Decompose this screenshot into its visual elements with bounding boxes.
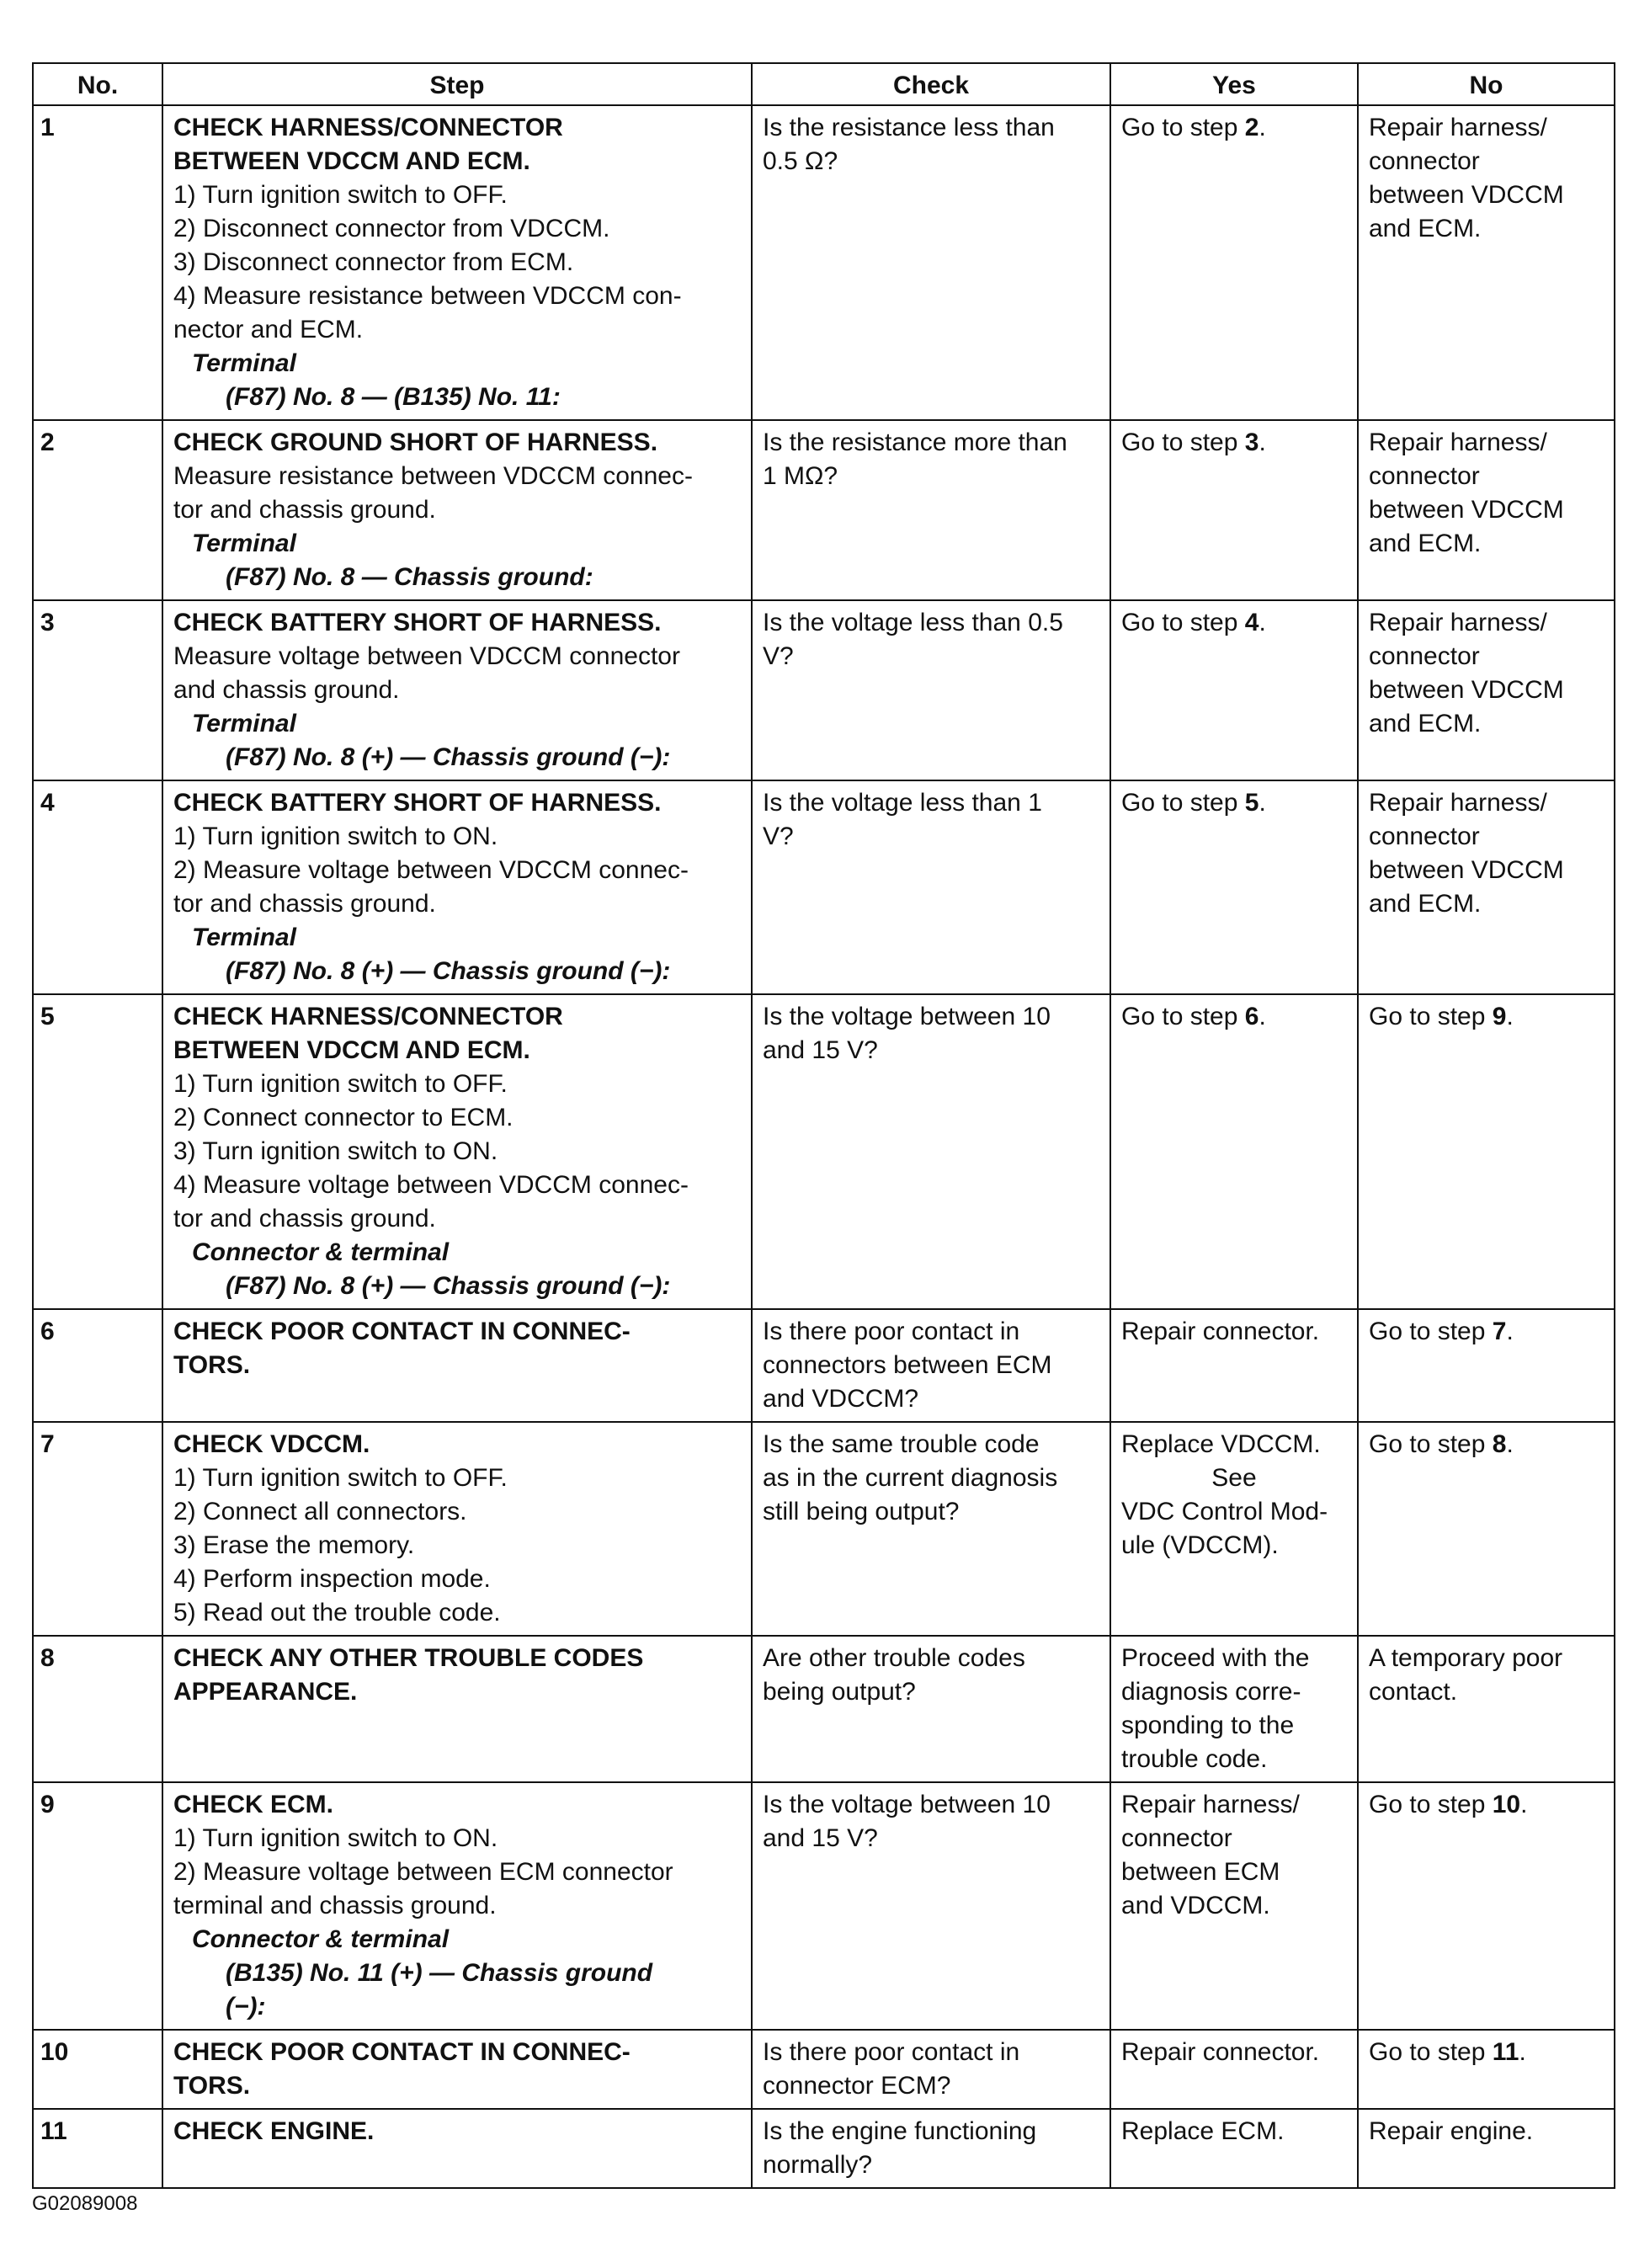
step-instruction: 2) Measure voltage between ECM connector — [173, 1858, 673, 1886]
check-question: Is the engine functioning — [763, 2117, 1037, 2145]
check-question: normally? — [763, 2151, 873, 2179]
step-title: TORS. — [173, 2072, 251, 2100]
header-check: Check — [752, 63, 1110, 105]
no-action: and ECM. — [1369, 215, 1482, 242]
no-action: between VDCCM — [1369, 496, 1564, 524]
step-instruction: 2) Measure voltage between VDCCM connec- — [173, 856, 689, 884]
yes-action: connector — [1121, 1824, 1232, 1852]
no-cell — [1358, 1636, 1615, 1782]
terminal-value: (F87) No. 8 — Chassis ground: — [226, 563, 593, 591]
step-instruction: terminal and chassis ground. — [173, 1892, 497, 1919]
check-question: 0.5 Ω? — [763, 147, 838, 175]
check-question: Is the voltage less than 1 — [763, 789, 1042, 817]
diagnostic-table — [32, 62, 1615, 2189]
check-question: Are other trouble codes — [763, 1644, 1025, 1672]
yes-action-text: Go to step — [1121, 609, 1245, 636]
no-action: connector — [1369, 823, 1480, 850]
step-instruction: Measure resistance between VDCCM connec- — [173, 462, 693, 490]
step-instruction: 2) Disconnect connector from VDCCM. — [173, 215, 610, 242]
check-question: and 15 V? — [763, 1036, 878, 1064]
step-number: 4 — [33, 780, 162, 994]
step-cell — [162, 600, 752, 780]
check-question: Is there poor contact in — [763, 1318, 1020, 1345]
table-row — [33, 2109, 1615, 2188]
step-title: CHECK POOR CONTACT IN CONNEC- — [173, 1318, 631, 1345]
no-cell — [1358, 1422, 1615, 1636]
yes-step-ref: 6 — [1244, 1003, 1259, 1030]
check-cell — [752, 420, 1110, 600]
no-action: Go to step 8. — [1369, 1430, 1514, 1458]
step-number: 3 — [33, 600, 162, 780]
step-cell — [162, 780, 752, 994]
no-action: between VDCCM — [1369, 181, 1564, 209]
terminal-value: (−): — [226, 1993, 266, 2020]
yes-cell — [1110, 420, 1358, 600]
yes-action-text: Go to step — [1121, 1003, 1245, 1030]
step-cell — [162, 2109, 752, 2188]
table-row — [33, 1636, 1615, 1782]
no-action: Repair harness/ — [1369, 789, 1547, 817]
check-cell — [752, 1782, 1110, 2030]
step-instruction: 4) Measure voltage between VDCCM connec- — [173, 1171, 689, 1199]
yes-cell — [1110, 600, 1358, 780]
no-action: A temporary poor — [1369, 1644, 1563, 1672]
step-cell — [162, 420, 752, 600]
yes-action: Replace VDCCM. — [1121, 1430, 1321, 1458]
step-title: CHECK HARNESS/CONNECTOR — [173, 114, 563, 141]
yes-step-ref: 3 — [1244, 429, 1259, 456]
yes-step-ref: 4 — [1244, 609, 1259, 636]
step-instruction: 3) Erase the memory. — [173, 1531, 415, 1559]
yes-cell — [1110, 994, 1358, 1309]
check-cell — [752, 780, 1110, 994]
step-instruction: 1) Turn ignition switch to OFF. — [173, 181, 508, 209]
no-cell — [1358, 105, 1615, 420]
check-question: V? — [763, 823, 794, 850]
yes-action: diagnosis corre- — [1121, 1678, 1301, 1706]
no-cell — [1358, 2109, 1615, 2188]
step-number: 5 — [33, 994, 162, 1309]
step-title: BETWEEN VDCCM AND ECM. — [173, 1036, 530, 1064]
step-cell — [162, 1422, 752, 1636]
no-action: contact. — [1369, 1678, 1458, 1706]
no-action: connector — [1369, 462, 1480, 490]
step-cell — [162, 105, 752, 420]
yes-action: Proceed with the — [1121, 1644, 1310, 1672]
no-cell — [1358, 2030, 1615, 2109]
step-instruction: 3) Turn ignition switch to ON. — [173, 1137, 498, 1165]
step-instruction: 2) Connect connector to ECM. — [173, 1104, 514, 1131]
terminal-label: Terminal — [192, 530, 296, 557]
table-row — [33, 420, 1615, 600]
step-instruction: tor and chassis ground. — [173, 1205, 436, 1232]
no-action: Go to step 7. — [1369, 1318, 1514, 1345]
terminal-label: Terminal — [192, 924, 296, 951]
step-instruction: 2) Connect all connectors. — [173, 1498, 467, 1525]
no-action: connector — [1369, 147, 1480, 175]
no-action: and ECM. — [1369, 710, 1482, 737]
check-question: still being output? — [763, 1498, 960, 1525]
step-cell — [162, 2030, 752, 2109]
yes-action: trouble code. — [1121, 1745, 1268, 1773]
yes-action — [1121, 1000, 1347, 1034]
step-cell — [162, 1636, 752, 1782]
yes-action: Repair connector. — [1121, 2038, 1320, 2066]
step-title: CHECK ECM. — [173, 1791, 334, 1818]
no-action: between VDCCM — [1369, 676, 1564, 704]
step-number: 10 — [33, 2030, 162, 2109]
check-question: connector ECM? — [763, 2072, 951, 2100]
no-action: Go to step 11. — [1369, 2038, 1526, 2066]
yes-cell — [1110, 2030, 1358, 2109]
yes-cell — [1110, 105, 1358, 420]
yes-action: Replace ECM. — [1121, 2117, 1285, 2145]
no-cell — [1358, 600, 1615, 780]
step-instruction: nector and ECM. — [173, 316, 364, 343]
step-number: 8 — [33, 1636, 162, 1782]
step-title: TORS. — [173, 1351, 251, 1379]
step-instruction: 5) Read out the trouble code. — [173, 1599, 501, 1626]
step-cell — [162, 1309, 752, 1422]
check-question: Is the same trouble code — [763, 1430, 1040, 1458]
step-instruction: 1) Turn ignition switch to OFF. — [173, 1464, 508, 1492]
step-title: CHECK POOR CONTACT IN CONNEC- — [173, 2038, 631, 2066]
check-question: and 15 V? — [763, 1824, 878, 1852]
step-instruction: 3) Disconnect connector from ECM. — [173, 248, 574, 276]
yes-action — [1121, 786, 1347, 820]
yes-cell — [1110, 1636, 1358, 1782]
header-step: Step — [162, 63, 752, 105]
yes-action-text: Go to step — [1121, 789, 1245, 817]
check-cell — [752, 1309, 1110, 1422]
terminal-value: (F87) No. 8 (+) — Chassis ground (−): — [226, 743, 671, 771]
no-action: Go to step 10. — [1369, 1791, 1528, 1818]
table-header-row — [33, 63, 1615, 105]
figure-id: G02089008 — [32, 2192, 138, 2215]
yes-cell — [1110, 780, 1358, 994]
table-row — [33, 2030, 1615, 2109]
yes-action-text: Go to step — [1121, 114, 1245, 141]
header-yes: Yes — [1110, 63, 1358, 105]
step-title: CHECK ENGINE. — [173, 2117, 375, 2145]
no-action: Repair engine. — [1369, 2117, 1534, 2145]
yes-action: between ECM — [1121, 1858, 1280, 1886]
step-title: CHECK BATTERY SHORT OF HARNESS. — [173, 789, 662, 817]
diagnostic-procedure-sheet — [32, 62, 1614, 2189]
table-row — [33, 994, 1615, 1309]
no-action: Repair harness/ — [1369, 114, 1547, 141]
check-cell — [752, 600, 1110, 780]
yes-action — [1121, 606, 1347, 640]
check-cell — [752, 105, 1110, 420]
step-instruction: tor and chassis ground. — [173, 890, 436, 918]
terminal-label: Terminal — [192, 349, 296, 377]
terminal-label: Connector & terminal — [192, 1925, 450, 1953]
step-title: APPEARANCE. — [173, 1678, 358, 1706]
step-instruction: and chassis ground. — [173, 676, 400, 704]
check-question: and VDCCM? — [763, 1385, 919, 1413]
yes-action — [1121, 426, 1347, 460]
check-question: being output? — [763, 1678, 916, 1706]
terminal-value: (B135) No. 11 (+) — Chassis ground — [226, 1959, 653, 1987]
no-action: Repair harness/ — [1369, 609, 1547, 636]
step-title: CHECK HARNESS/CONNECTOR — [173, 1003, 563, 1030]
step-number: 11 — [33, 2109, 162, 2188]
check-cell — [752, 1636, 1110, 1782]
header-no-result: No — [1358, 63, 1615, 105]
check-question: V? — [763, 642, 794, 670]
step-number: 9 — [33, 1782, 162, 2030]
yes-action: and VDCCM. — [1121, 1892, 1270, 1919]
yes-action-end: . — [1259, 429, 1266, 456]
step-instruction: 1) Turn ignition switch to OFF. — [173, 1070, 508, 1098]
step-title: CHECK GROUND SHORT OF HARNESS. — [173, 429, 658, 456]
header-no: No. — [33, 63, 162, 105]
step-cell — [162, 1782, 752, 2030]
no-action: connector — [1369, 642, 1480, 670]
yes-action: sponding to the — [1121, 1712, 1295, 1739]
no-cell — [1358, 420, 1615, 600]
yes-reference-target: VDC Control Mod- — [1121, 1498, 1328, 1525]
check-cell — [752, 2109, 1110, 2188]
step-title: CHECK BATTERY SHORT OF HARNESS. — [173, 609, 662, 636]
check-question: 1 MΩ? — [763, 462, 838, 490]
yes-action — [1121, 111, 1347, 145]
terminal-value: (F87) No. 8 (+) — Chassis ground (−): — [226, 957, 671, 985]
step-instruction: 4) Perform inspection mode. — [173, 1565, 491, 1593]
no-action: and ECM. — [1369, 890, 1482, 918]
yes-cell — [1110, 1782, 1358, 2030]
check-question: Is the resistance more than — [763, 429, 1067, 456]
step-number: 7 — [33, 1422, 162, 1636]
step-instruction: 1) Turn ignition switch to ON. — [173, 1824, 498, 1852]
step-title: CHECK ANY OTHER TROUBLE CODES — [173, 1644, 644, 1672]
table-row — [33, 1309, 1615, 1422]
check-cell — [752, 994, 1110, 1309]
no-cell — [1358, 780, 1615, 994]
table-row — [33, 1782, 1615, 2030]
yes-cell — [1110, 2109, 1358, 2188]
no-cell — [1358, 1782, 1615, 2030]
no-action: between VDCCM — [1369, 856, 1564, 884]
no-cell — [1358, 1309, 1615, 1422]
terminal-value: (F87) No. 8 (+) — Chassis ground (−): — [226, 1272, 671, 1300]
yes-step-ref: 2 — [1244, 114, 1259, 141]
terminal-value: (F87) No. 8 — (B135) No. 11: — [226, 383, 561, 411]
table-row — [33, 105, 1615, 420]
step-cell — [162, 994, 752, 1309]
yes-action: Repair connector. — [1121, 1318, 1320, 1345]
step-number: 6 — [33, 1309, 162, 1422]
no-cell — [1358, 994, 1615, 1309]
step-instruction: tor and chassis ground. — [173, 496, 436, 524]
check-question: Is the voltage between 10 — [763, 1791, 1051, 1818]
check-question: Is the voltage less than 0.5 — [763, 609, 1063, 636]
no-action: and ECM. — [1369, 530, 1482, 557]
check-question: as in the current diagnosis — [763, 1464, 1058, 1492]
step-title: BETWEEN VDCCM AND ECM. — [173, 147, 530, 175]
step-instruction: 1) Turn ignition switch to ON. — [173, 823, 498, 850]
step-title: CHECK VDCCM. — [173, 1430, 370, 1458]
no-action: Go to step 9. — [1369, 1003, 1514, 1030]
yes-action: Repair harness/ — [1121, 1791, 1300, 1818]
step-number: 2 — [33, 420, 162, 600]
yes-see-reference: See — [1211, 1464, 1257, 1492]
yes-action-end: . — [1259, 1003, 1266, 1030]
check-question: Is the voltage between 10 — [763, 1003, 1051, 1030]
yes-action-end: . — [1259, 609, 1266, 636]
table-row — [33, 1422, 1615, 1636]
yes-action-end: . — [1259, 114, 1266, 141]
step-instruction: Measure voltage between VDCCM connector — [173, 642, 680, 670]
terminal-label: Terminal — [192, 710, 296, 737]
step-number: 1 — [33, 105, 162, 420]
check-cell — [752, 1422, 1110, 1636]
yes-action-end: . — [1259, 789, 1266, 817]
check-question: Is the resistance less than — [763, 114, 1055, 141]
no-action: Repair harness/ — [1369, 429, 1547, 456]
check-question: connectors between ECM — [763, 1351, 1052, 1379]
step-instruction: 4) Measure resistance between VDCCM con- — [173, 282, 682, 310]
yes-cell — [1110, 1309, 1358, 1422]
table-row — [33, 600, 1615, 780]
table-row — [33, 780, 1615, 994]
yes-step-ref: 5 — [1244, 789, 1259, 817]
terminal-label: Connector & terminal — [192, 1238, 450, 1266]
yes-action-text: Go to step — [1121, 429, 1245, 456]
yes-cell — [1110, 1422, 1358, 1636]
yes-reference-target: ule (VDCCM). — [1121, 1531, 1279, 1559]
check-question: Is there poor contact in — [763, 2038, 1020, 2066]
check-cell — [752, 2030, 1110, 2109]
